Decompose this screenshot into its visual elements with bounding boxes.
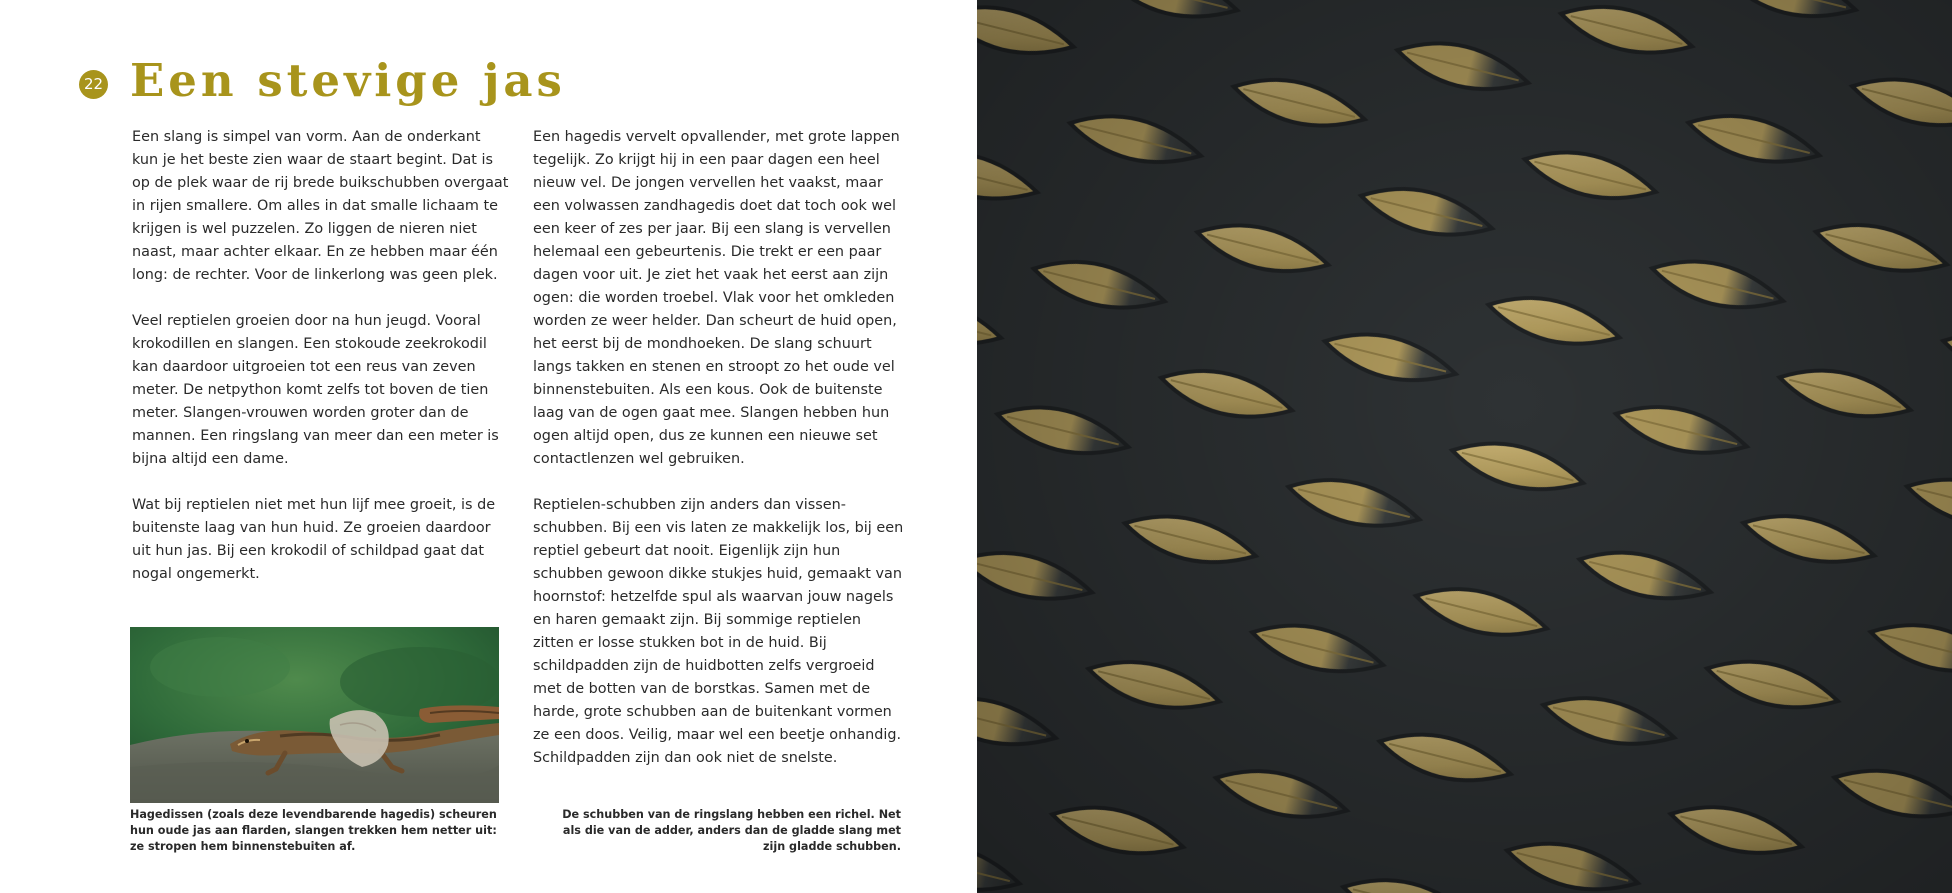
- page-number-badge: 22: [79, 70, 108, 99]
- scales-photo-caption: De schubben van de ringslang hebben een richel. Net als die van de adder, anders dan de gladde slang met zijn gladde schubben.: [562, 808, 901, 853]
- paragraph: Wat bij reptielen niet met hun lijf mee groeit, is de buitenste laag van hun huid. Ze groeien daardoor uit hun jas. Bij een krokodil of schildpad gaat dat nogal ongemerkt.: [132, 497, 496, 582]
- lizard-photo: [130, 627, 499, 803]
- snake-scales-illustration: [977, 0, 1952, 893]
- paragraph: Veel reptielen groeien door na hun jeugd. Vooral krokodillen en slangen. Een stokoude zeekrokodil kan daardoor uitgroeien tot een reus van zeven meter. De netpython komt zelfs tot boven de tien meter. Slangen-vrouwen worden groter dan de mannen. Een ringslang van meer dan een meter is bijna altijd een dame.: [132, 313, 499, 467]
- lizard-illustration: [130, 627, 499, 803]
- paragraph: Een hagedis vervelt opvallender, met grote lappen tegelijk. Zo krijgt hij in een paar dagen een heel nieuw vel. De jongen vervellen het vaakst, maar een volwassen zandhagedis doet dat toch ook wel een keer of zes per jaar. Bij een slang is vervellen helemaal een gebeurtenis. Die trekt er een paar dagen voor uit. Je ziet het vaak het eerst aan zijn ogen: die worden troebel. Vlak voor het omkleden worden ze weer helder. Dan scheurt de huid open, het eerst bij de mondhoeken. De slang schuurt langs takken en stenen en stroopt zo het oude vel binnenstebuiten. Als een kous. Ook de buitenste laag van de ogen gaat mee. Slangen hebben hun ogen altijd open, dus ze kunnen een nieuwe set contactlenzen wel gebruiken.: [533, 129, 900, 467]
- paragraph: Reptielen-schubben zijn anders dan vissen-schubben. Bij een vis laten ze makkelijk los, bij een reptiel gebeurt dat nooit. Eigenlijk zijn hun schubben gewoon dikke stukjes huid, gemaakt van hoornstof: hetzelfde spul als waarvan jouw nagels en haren gemaakt zijn. Bij sommige reptielen zitten er losse stukken bot in de huid. Bij schildpadden zijn de huidbotten zelfs vergroeid met de botten van de borstkas. Samen met de harde, grote schubben aan de buitenkant vormen ze een doos. Veilig, maar wel een beetje onhandig. Schildpadden zijn dan ook niet de snelste.: [533, 497, 904, 766]
- paragraph: Een slang is simpel van vorm. Aan de onderkant kun je het beste zien waar de staart begint. Dat is op de plek waar de rij brede buikschubben overgaat in rijen smallere. Om alles in dat smalle lichaam te krijgen is wel puzzelen. Zo liggen de nieren niet naast, maar achter elkaar. En ze hebben maar één long: de rechter. Voor de linkerlong was geen plek.: [132, 129, 509, 283]
- text-column-left: [132, 126, 510, 609]
- lizard-photo-caption: Hagedissen (zoals deze levendbarende hagedis) scheuren hun oude jas aan flarden, slangen trekken hem netter uit: ze stropen hem binnenstebuiten af.: [130, 808, 497, 853]
- snake-scales-photo: [977, 0, 1952, 893]
- page-title: Een stevige jas: [130, 54, 566, 107]
- text-column-right: [533, 126, 905, 793]
